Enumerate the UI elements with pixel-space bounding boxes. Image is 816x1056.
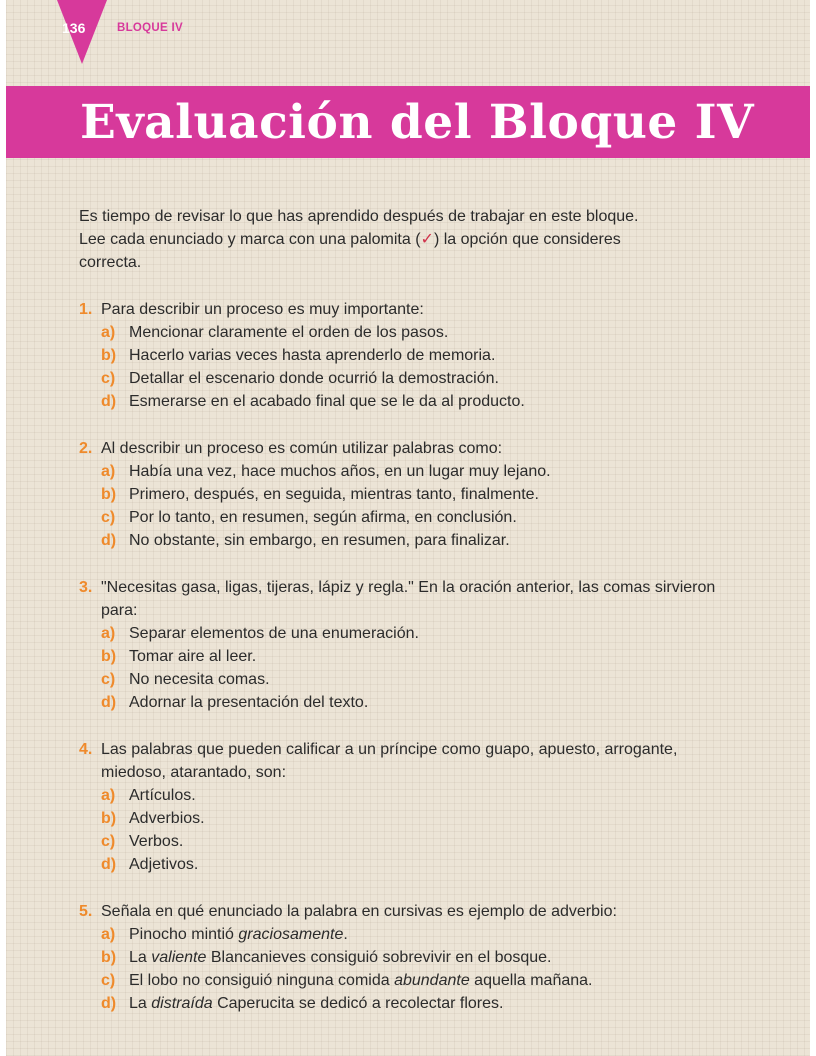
italic-word: distraída (151, 995, 213, 1012)
option-c[interactable] (79, 367, 739, 390)
option-text (129, 923, 348, 946)
intro-line-2-start: Lee cada enunciado y marca con una palomita ( (79, 231, 421, 248)
option-letter: d) (101, 995, 117, 1012)
question-text: Para describir un proceso es muy importante: (101, 301, 424, 318)
option-text: Había una vez, hace muchos años, en un lugar muy lejano. (129, 463, 551, 480)
question-text: Las palabras que pueden calificar a un príncipe como guapo, apuesto, arrogante, miedoso, atarantado, son: (101, 741, 678, 781)
option-text (129, 946, 552, 969)
intro-line-2 (79, 228, 739, 251)
option-letter: b) (101, 486, 117, 503)
question-2 (79, 437, 739, 552)
intro-line-3: correcta. (79, 254, 142, 271)
option-text-start: El lobo no consiguió ninguna comida (129, 972, 395, 989)
question-stem (79, 576, 739, 622)
option-text: Detallar el escenario donde ocurrió la demostración. (129, 370, 499, 387)
question-stem (79, 298, 739, 321)
option-text: Esmerarse en el acabado final que se le da al producto. (129, 393, 525, 410)
question-text: "Necesitas gasa, ligas, tijeras, lápiz y regla." En la oración anterior, las comas sirvieron para: (101, 579, 716, 619)
option-letter: b) (101, 648, 117, 665)
question-number: 1. (79, 301, 93, 318)
italic-word: graciosamente (238, 926, 344, 943)
option-text: Mencionar claramente el orden de los pasos. (129, 324, 449, 341)
option-text: No obstante, sin embargo, en resumen, para finalizar. (129, 532, 510, 549)
option-letter: d) (101, 532, 117, 549)
option-text-start: Pinocho mintió (129, 926, 239, 943)
option-letter: d) (101, 694, 117, 711)
evaluation-content (79, 205, 739, 1039)
option-letter: c) (101, 833, 116, 850)
option-b[interactable] (79, 645, 739, 668)
option-a[interactable] (79, 784, 739, 807)
question-stem (79, 900, 739, 923)
option-text: Separar elementos de una enumeración. (129, 625, 419, 642)
question-text: Al describir un proceso es común utilizar palabras como: (101, 440, 503, 457)
question-number: 2. (79, 440, 93, 457)
option-text (129, 969, 592, 992)
option-c[interactable] (79, 668, 739, 691)
option-text-start: La (129, 949, 152, 966)
option-letter: a) (101, 787, 116, 804)
option-b[interactable] (79, 483, 739, 506)
question-3 (79, 576, 739, 714)
question-number: 4. (79, 741, 93, 758)
question-stem (79, 437, 739, 460)
intro-line-2-end: ) la opción que consideres (433, 231, 621, 248)
option-b[interactable] (79, 807, 739, 830)
intro-line-1: Es tiempo de revisar lo que has aprendido después de trabajar en este bloque. (79, 208, 639, 225)
question-5 (79, 900, 739, 1015)
option-d[interactable] (79, 853, 739, 876)
page-title: Evaluación del Bloque IV (80, 95, 755, 150)
option-letter: c) (101, 671, 116, 688)
option-letter: a) (101, 463, 116, 480)
option-text-end: Blancanieves consiguió sobrevivir en el bosque. (206, 949, 552, 966)
question-4 (79, 738, 739, 876)
option-text: No necesita comas. (129, 671, 270, 688)
intro-paragraph (79, 205, 739, 274)
option-b[interactable] (79, 344, 739, 367)
option-a[interactable] (79, 460, 739, 483)
option-letter: b) (101, 347, 117, 364)
option-letter: a) (101, 926, 116, 943)
option-a[interactable] (79, 622, 739, 645)
option-c[interactable] (79, 506, 739, 529)
option-text-end: . (343, 926, 348, 943)
option-text: Por lo tanto, en resumen, según afirma, en conclusión. (129, 509, 517, 526)
option-d[interactable] (79, 992, 739, 1015)
option-letter: d) (101, 393, 117, 410)
option-letter: b) (101, 949, 117, 966)
option-text: Verbos. (129, 833, 184, 850)
option-d[interactable] (79, 390, 739, 413)
option-letter: b) (101, 810, 117, 827)
question-number: 3. (79, 579, 93, 596)
option-d[interactable] (79, 691, 739, 714)
question-stem (79, 738, 739, 784)
checkmark-icon: ✓ (420, 231, 434, 248)
option-a[interactable] (79, 923, 739, 946)
italic-word: abundante (394, 972, 470, 989)
option-d[interactable] (79, 529, 739, 552)
question-1 (79, 298, 739, 413)
option-letter: c) (101, 370, 116, 387)
option-letter: a) (101, 625, 116, 642)
option-text: Primero, después, en seguida, mientras tanto, finalmente. (129, 486, 539, 503)
block-label: BLOQUE IV (117, 22, 183, 34)
option-letter: c) (101, 509, 116, 526)
option-c[interactable] (79, 969, 739, 992)
option-c[interactable] (79, 830, 739, 853)
option-b[interactable] (79, 946, 739, 969)
option-letter: c) (101, 972, 116, 989)
option-text-end: aquella mañana. (469, 972, 593, 989)
option-a[interactable] (79, 321, 739, 344)
option-text: Hacerlo varias veces hasta aprenderlo de memoria. (129, 347, 496, 364)
option-text: Adjetivos. (129, 856, 199, 873)
option-letter: d) (101, 856, 117, 873)
option-text (129, 992, 503, 1015)
option-text: Adornar la presentación del texto. (129, 694, 369, 711)
option-letter: a) (101, 324, 116, 341)
page-number: 136 (62, 20, 86, 36)
question-number: 5. (79, 903, 93, 920)
option-text-end: Caperucita se dedicó a recolectar flores. (212, 995, 504, 1012)
option-text-start: La (129, 995, 152, 1012)
option-text: Adverbios. (129, 810, 205, 827)
option-text: Artículos. (129, 787, 196, 804)
option-text: Tomar aire al leer. (129, 648, 257, 665)
question-text: Señala en qué enunciado la palabra en cursivas es ejemplo de adverbio: (101, 903, 617, 920)
italic-word: valiente (151, 949, 207, 966)
